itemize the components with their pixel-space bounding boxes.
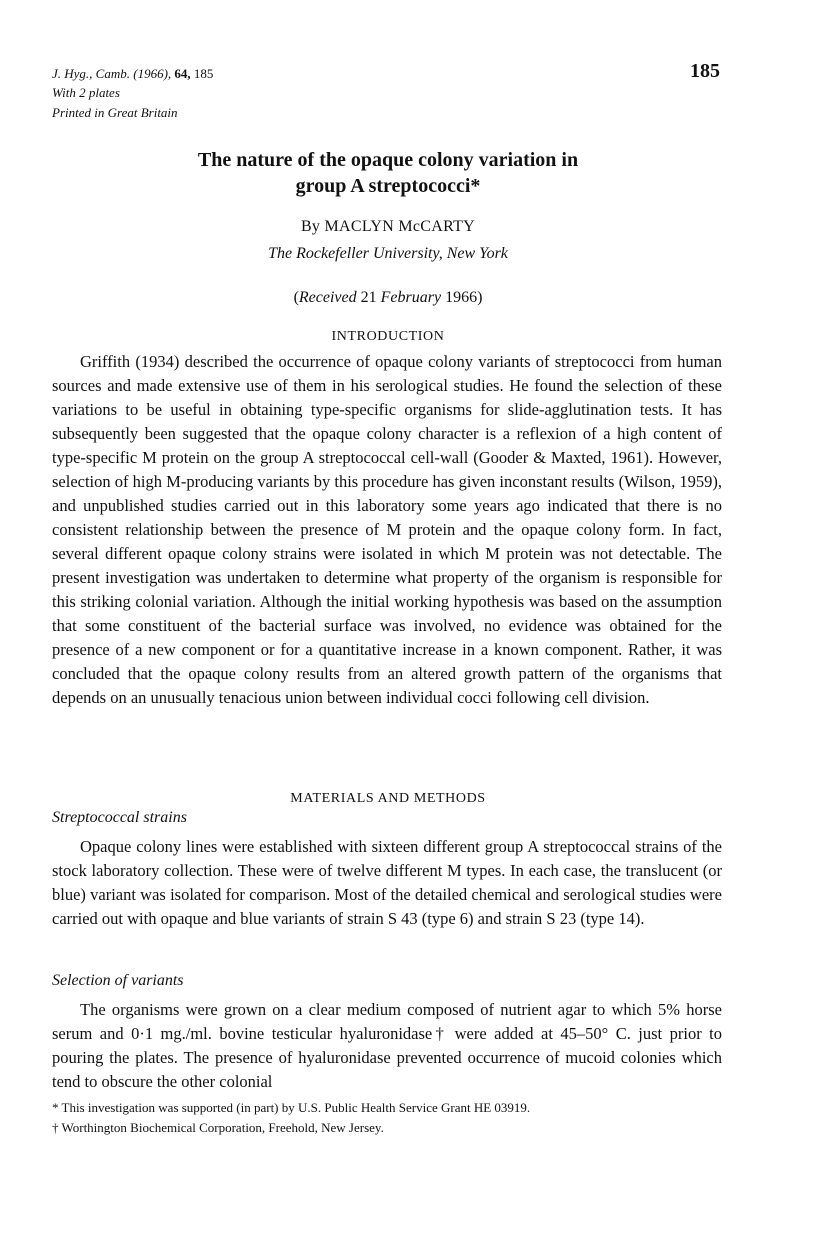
variants-paragraph: The organisms were grown on a clear medium composed of nutrient agar to which 5% horse serum and 0·1 mg./ml. bovine testicular hyaluronidase† were added at 45–50° C. just prior to pouring the plates. The presence of hyaluronidase prevented occurrence of mucoid colonies which tend to obscure the other colonial (52, 1000, 722, 1091)
journal-year: (1966), (133, 66, 172, 81)
strains-subheading: Streptococcal strains (52, 809, 187, 826)
author-byline: By MACLYN McCARTY (300, 218, 476, 235)
introduction-body (52, 350, 722, 710)
journal-volume: 64, (174, 66, 191, 81)
received-open-paren: ( (293, 289, 299, 306)
methods-heading: MATERIALS AND METHODS (290, 791, 486, 806)
received-day: 21 (356, 289, 381, 306)
journal-page: 185 (193, 66, 214, 81)
received-label: Received (298, 289, 357, 306)
strains-paragraph: Opaque colony lines were established with sixteen different group A streptococcal strains of the stock laboratory collection. These were of twelve different M types. In each case, the translucent (or blue) variant was isolated for comparison. Most of the detailed chemical and serological studies were carried out with opaque and blue variants of strain S 43 (type 6) and strain S 23 (type 14). (52, 837, 722, 928)
page-number: 185 (690, 60, 720, 82)
footnote-funding: * This investigation was supported (in part) by U.S. Public Health Service Grant HE 03919. (52, 1100, 531, 1115)
author-affiliation: The Rockefeller University, New York (268, 245, 508, 262)
introduction-paragraph: Griffith (1934) described the occurrence of opaque colony variants of streptococci from human sources and made extensive use of them in his serological studies. He found the selection of these variations to be useful in obtaining type-specific organisms for slide-agglutination tests. It has subsequently been suggested that the opaque colony character is a reflexion of a high content of type-specific M protein on the group A streptococcal cell-wall (Gooder & Maxted, 1961). However, selection of high M-producing variants by this procedure has given inconstant results (Wilson, 1959), and unpublished studies carried out in this laboratory some years ago indicated that there is no consistent relationship between the presence of M protein and the opaque colony form. In fact, several different opaque colony strains were isolated in which M protein was not detectable. The present investigation was undertaken to determine what property of the organism is responsible for this striking colonial variation. Although the initial working hypothesis was based on the assumption that some constituent of the bacterial surface was involved, no evidence was obtained for the presence of a new component or for a quantitative increase in a known component. Rather, it was concluded that the opaque colony results from an altered growth pattern of the organisms that depends on an unusually tenacious union between individual cocci following cell division. (52, 352, 722, 707)
footnote-supplier: † Worthington Biochemical Corporation, Freehold, New Jersey. (52, 1120, 384, 1135)
variants-body (52, 998, 722, 1094)
received-month: February (380, 289, 442, 306)
received-date (0, 289, 776, 307)
variants-subheading: Selection of variants (52, 972, 184, 989)
strains-body (52, 835, 722, 931)
introduction-heading: INTRODUCTION (331, 329, 445, 344)
received-year: 1966) (441, 289, 483, 306)
plates-note: With 2 plates (52, 85, 120, 100)
paper-title-line-2: group A streptococci* (295, 175, 481, 197)
printed-note: Printed in Great Britain (52, 105, 178, 120)
paper-title-line-1: The nature of the opaque colony variation in (197, 149, 579, 171)
journal-citation (52, 64, 213, 83)
journal-name: J. Hyg., Camb. (52, 66, 130, 81)
